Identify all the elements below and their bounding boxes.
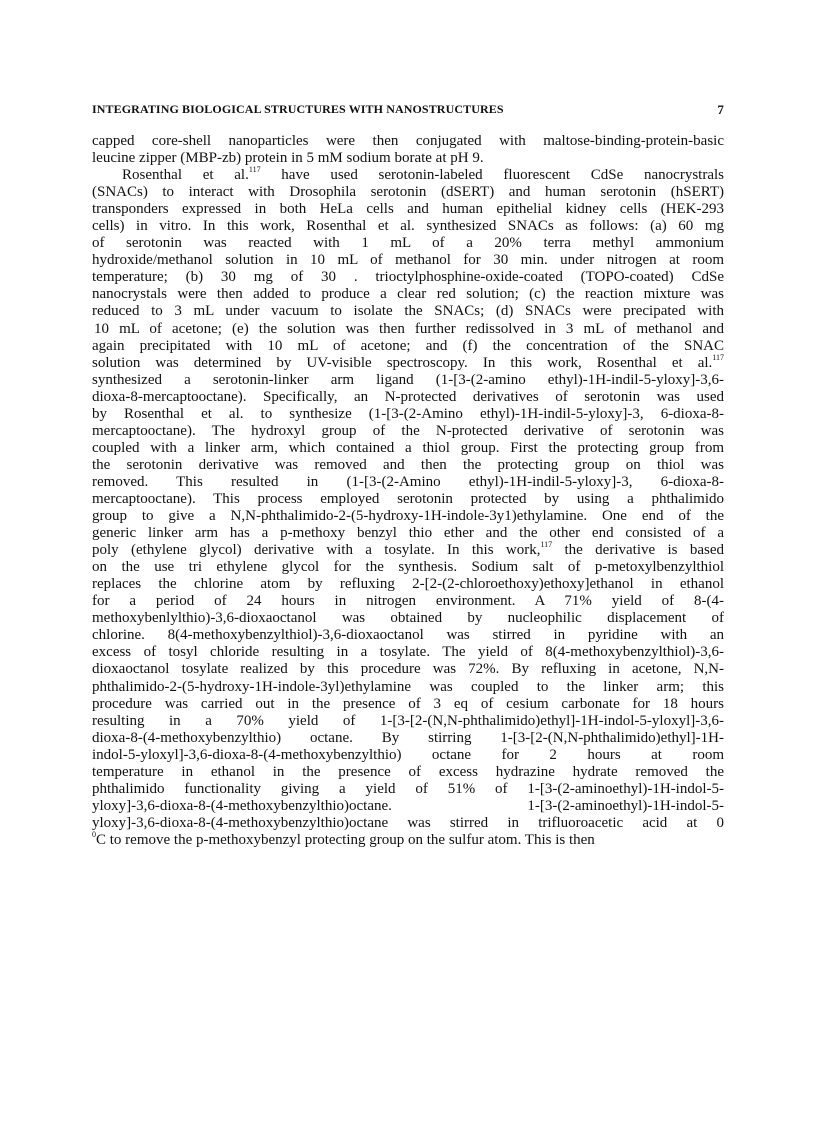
text-line: indol-5-yloxyl]-3,6-dioxa-8-(4-methoxybenzylthio) octane for 2 hours at room: [92, 746, 724, 763]
text-line: capped core-shell nanoparticles were then conjugated with maltose-binding-protein-basic: [92, 133, 724, 149]
text-run: poly (ethylene glycol) derivative with a tosylate. In this work,: [92, 542, 541, 559]
page-number: 7: [717, 102, 724, 117]
text-line: dioxaoctanol tosylate realized by this procedure was 72%. By refluxing in acetone, N,N-: [92, 661, 724, 678]
text-run: solution was determined by UV-visible spectroscopy. In this work, Rosenthal et al.: [92, 354, 713, 371]
text-line: synthesized a serotonin-linker arm ligand (1-[3-(2-amino ethyl)-1H-indil-5-yloxy]-3,6-: [92, 371, 724, 388]
text-line: temperature; (b) 30 mg of 30 . trioctylphosphine-oxide-coated (TOPO-coated) CdSe: [92, 269, 724, 286]
text-line: group to give a N,N-phthalimido-2-(5-hydroxy-1H-indole-3y1)ethylamine. One end of the: [92, 508, 724, 525]
text-line: cells) in vitro. In this work, Rosenthal et al. synthesized SNACs as follows: (a) 60 mg: [92, 218, 724, 235]
text-line: chlorine. 8(4-methoxybenzylthiol)-3,6-dioxaoctanol was stirred in pyridine with an: [92, 627, 724, 644]
text-line: phthalimido functionality giving a yield of 51% of 1-[3-(2-aminoethyl)-1H-indol-5-: [92, 780, 724, 797]
text-line: replaces the chlorine atom by refluxing 2-[2-(2-chloroethoxy)ethoxy]ethanol in ethanol: [92, 576, 724, 593]
text-line: [92, 829, 724, 849]
superscript: 0: [92, 829, 96, 839]
text-line: 10 mL of acetone; (e) the solution was then further redissolved in 3 mL of methanol and: [94, 320, 724, 337]
text-run: C to remove the p-methoxybenzyl protecting group on the sulfur atom. This is then: [96, 831, 595, 848]
text-line: reduced to 3 mL under vacuum to isolate the SNACs; (d) SNACs were precipated with: [92, 303, 724, 320]
text-line: procedure was carried out in the presence of 3 eq of cesium carbonate for 18 hours: [92, 695, 724, 712]
header-title: INTEGRATING BIOLOGICAL STRUCTURES WITH NANOSTRUCTURES: [92, 102, 504, 116]
text-line: mercaptooctane). The hydroxyl group of the N-protected derivative of serotonin was: [92, 422, 724, 439]
text-line: phthalimido-2-(5-hydroxy-1H-indole-3yl)ethylamine was coupled to the linker arm; this: [92, 678, 724, 695]
text-line: temperature in ethanol in the presence of excess hydrazine hydrate removed the: [92, 763, 724, 780]
text-line: again precipitated with 10 mL of acetone; and (f) the concentration of the SNAC: [92, 337, 724, 354]
text-run: have used serotonin-labeled fluorescent CdSe nanocrystrals: [260, 167, 724, 184]
text-line: hydroxide/methanol solution in 10 mL of methanol for 30 min. under nitrogen at room: [92, 252, 724, 269]
text-line: dioxa-8-mercaptooctane). Specifically, an N-protected derivatives of serotonin was used: [92, 388, 724, 405]
running-header: [92, 102, 724, 118]
text-line: mercaptooctane). This process employed serotonin protected by using a phthalimido: [92, 490, 724, 507]
text-line: leucine zipper (MBP-zb) protein in 5 mM sodium borate at pH 9.: [92, 150, 484, 167]
text-line: resulting in a 70% yield of 1-[3-[2-(N,N-phthalimido)ethyl]-1H-indol-5-yloxyl]-3,6-: [92, 712, 724, 729]
text-line: nanocrystals were then added to produce a clear red solution; (c) the reaction mixture was: [92, 286, 724, 303]
text-line: by Rosenthal et al. to synthesize (1-[3-(2-Amino ethyl)-1H-indil-5-yloxy]-3, 6-dioxa-8-: [92, 405, 724, 422]
text-line: [92, 542, 724, 559]
text-line: yloxy]-3,6-dioxa-8-(4-methoxybenzylthio)octane was stirred in trifluoroacetic acid at 0: [92, 814, 724, 831]
text-line: coupled with a linker arm, which contained a thiol group. First the protecting group from: [92, 439, 724, 456]
text-line: generic linker arm has a p-methoxy benzyl thio ether and the other end consisted of a: [92, 525, 724, 542]
text-line: excess of tosyl chloride resulting in a tosylate. The yield of 8(4-methoxybenzylthiol)-3,6-: [92, 644, 724, 661]
text-line: yloxy]-3,6-dioxa-8-(4-methoxybenzylthio)octane. 1-[3-(2-aminoethyl)-1H-indol-5-: [92, 797, 724, 814]
text-line: [92, 167, 724, 184]
superscript: 117: [248, 165, 261, 175]
text-line: removed. This resulted in (1-[3-(2-Amino ethyl)-1H-indil-5-yloxy]-3, 6-dioxa-8-: [92, 473, 724, 490]
text-line: for a period of 24 hours in nitrogen environment. A 71% yield of 8-(4-: [92, 593, 724, 610]
body-text: [92, 133, 724, 849]
text-line: [92, 352, 724, 372]
text-line: methoxybenlylthio)-3,6-dioxaoctanol was obtained by nucleophilic displacement of: [92, 610, 724, 627]
superscript: 117: [540, 540, 553, 550]
text-run: Rosenthal et al.: [122, 167, 249, 184]
text-run: the derivative is based: [552, 542, 724, 559]
text-line: the serotonin derivative was removed and then the protecting group on thiol was: [92, 456, 724, 473]
text-line: transponders expressed in both HeLa cells and human epithelial kidney cells (HEK-293: [92, 201, 724, 218]
superscript: 117: [712, 352, 724, 362]
text-line: (SNACs) to interact with Drosophila serotonin (dSERT) and human serotonin (hSERT): [92, 184, 724, 201]
text-line: on the use tri ethylene glycol for the synthesis. Sodium salt of p-metoxylbenzylthiol: [92, 559, 724, 576]
text-line: dioxa-8-(4-methoxybenzylthio) octane. By stirring 1-[3-[2-(N,N-phthalimido)ethyl]-1H-: [92, 729, 724, 746]
text-line: of serotonin was reacted with 1 mL of a 20% terra methyl ammonium: [92, 235, 724, 252]
